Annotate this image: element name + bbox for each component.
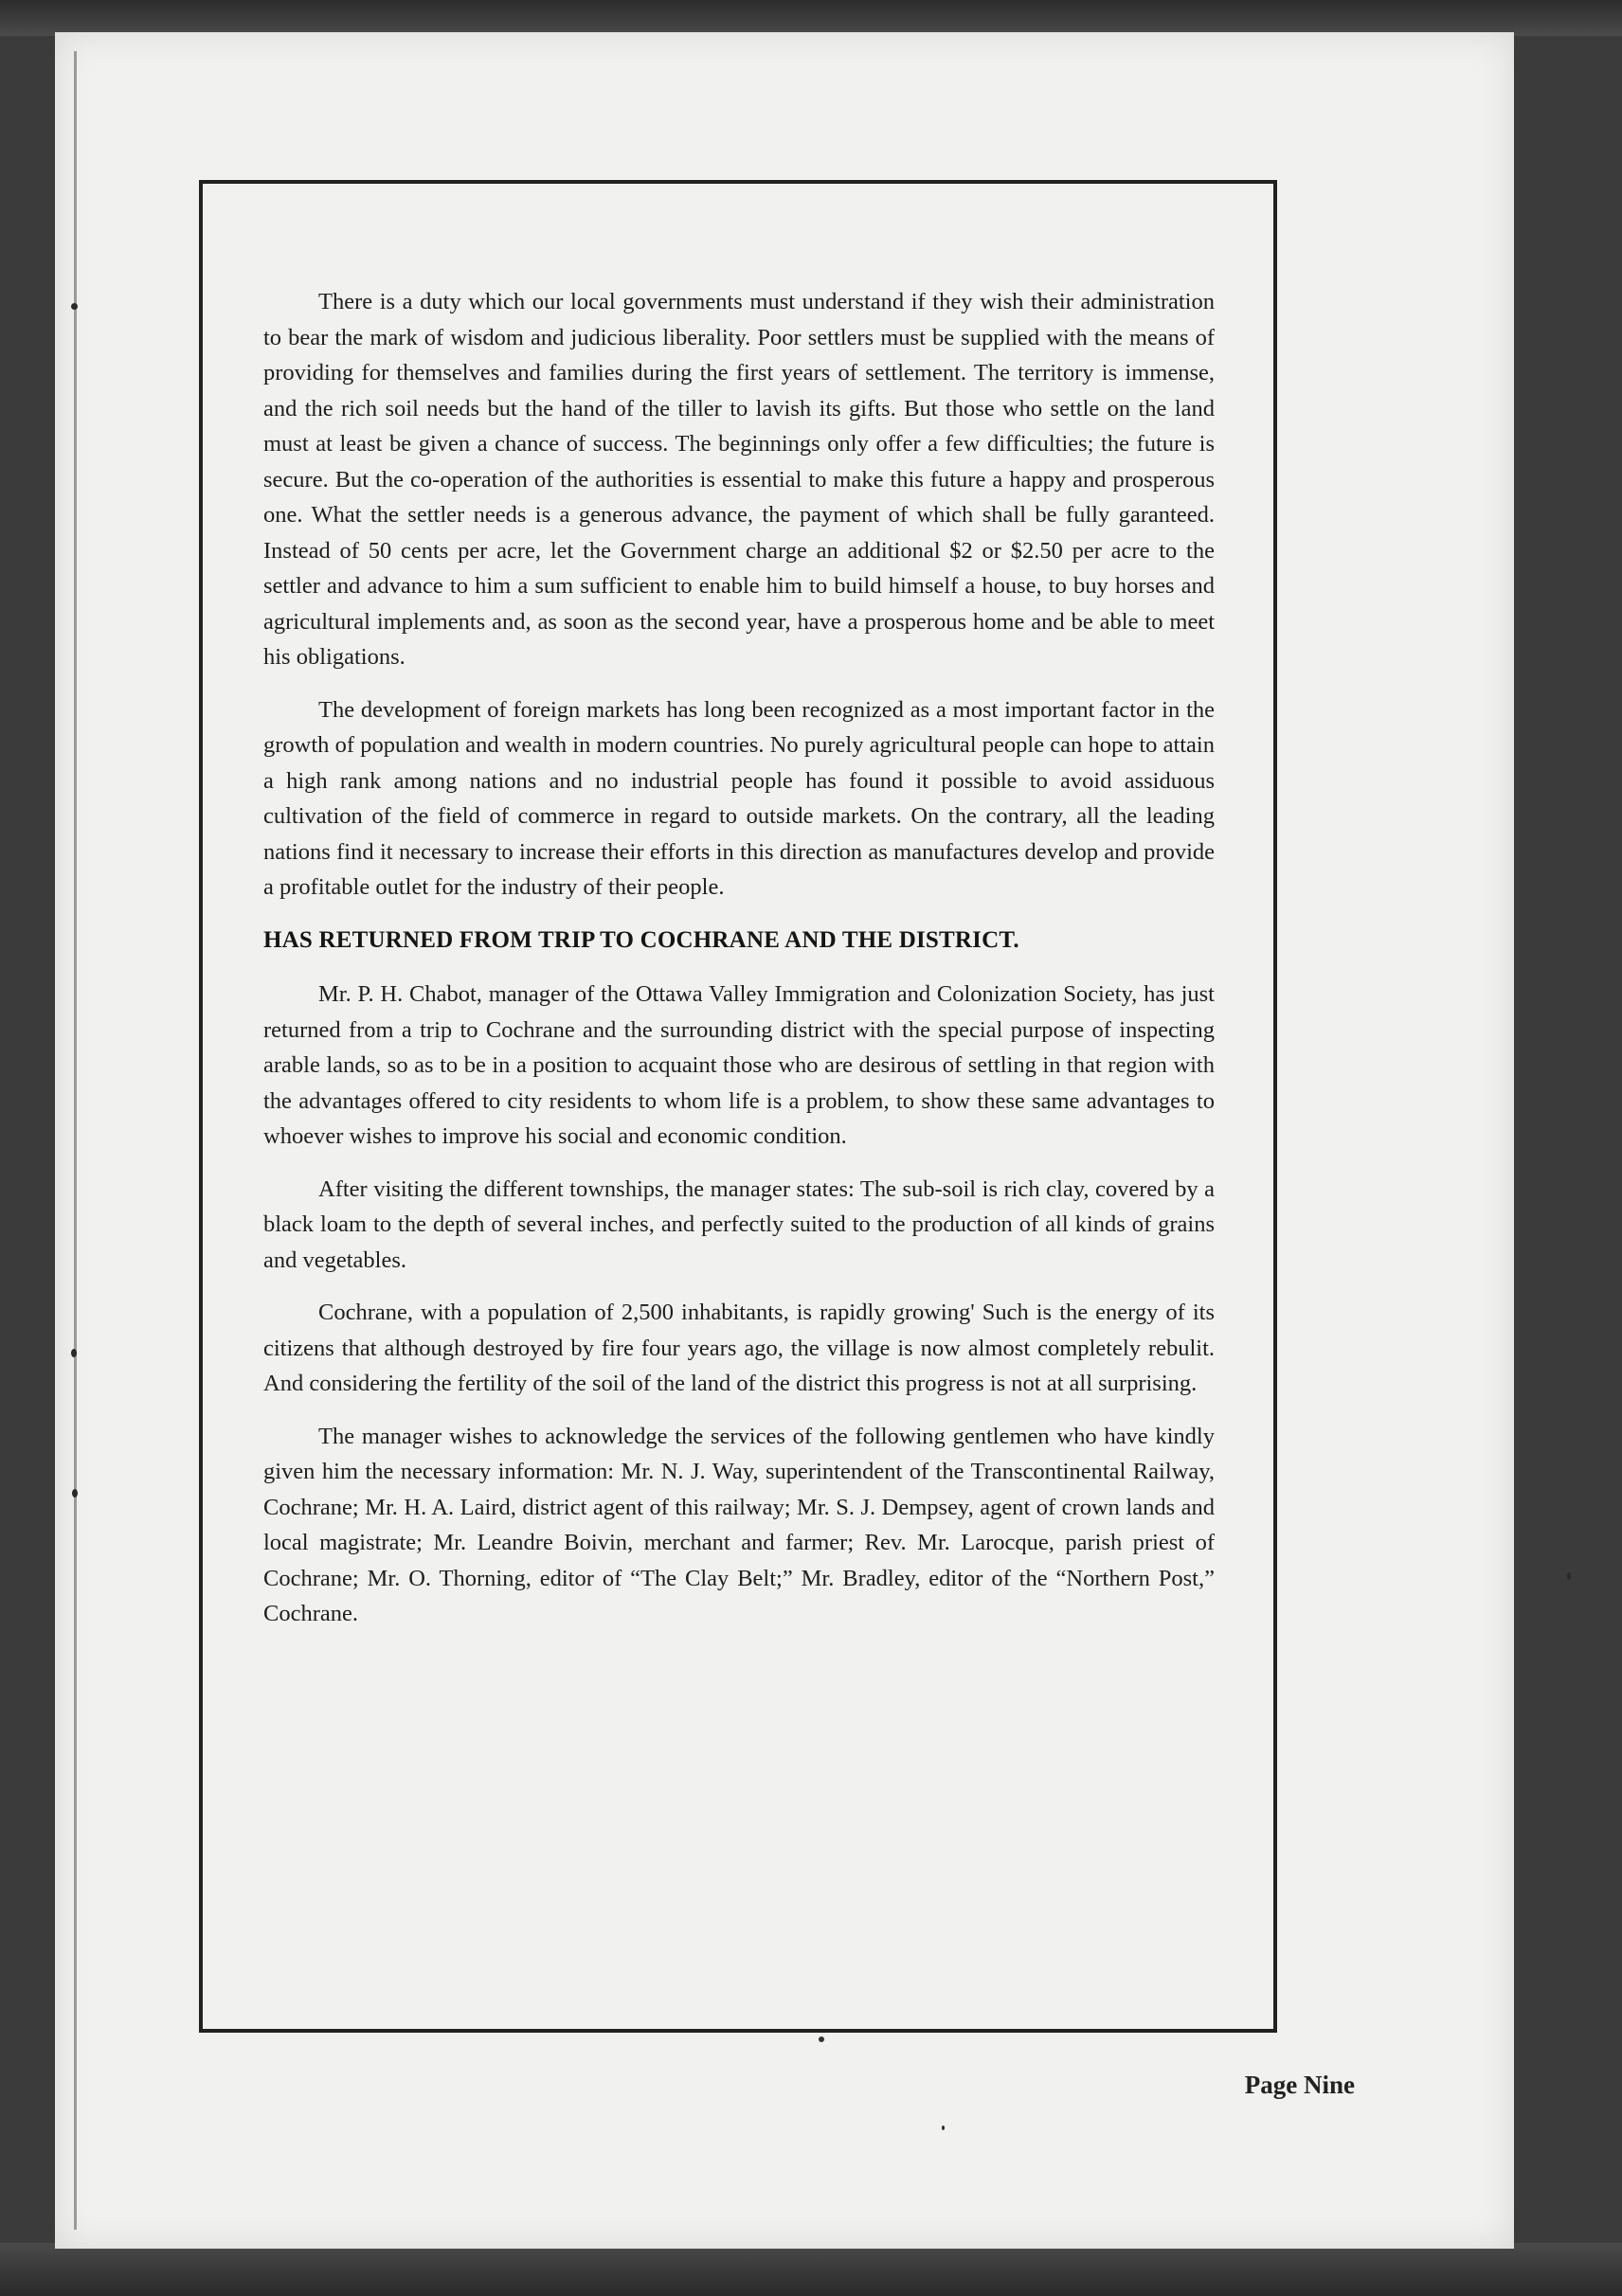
paragraph-cochrane-growth: Cochrane, with a population of 2,500 inhabitants, is rapidly growing' Such is the energy of its citizens that although destroyed by fire four years ago, the village is now almost completely rebulit. And considering the fertility of the soil of the land of the district this progress is not at all surprising. [263,1300,1215,1396]
paragraph-government-duty: There is a duty which our local governments must understand if they wish their administration to bear the mark of wisdom and judicious liberality. Poor settlers must be supplied with the means of providing for themselves and families during the first years of settlement. The territory is immense, and the rich soil needs but the hand of the tiller to lavish its gifts. But those who settle on the land must at least be given a chance of success. The beginnings only offer a few difficulties; the future is secure. But the co-operation of the authorities is essential to make this future a happy and prosperous one. What the settler needs is a generous advance, the payment of which shall be fully garanteed. Instead of 50 cents per acre, let the Government charge an additional $2 or $2.50 per acre to the settler and advance to him a sum sufficient to enable him to build himself a house, to buy horses and agricultural implements and, as soon as the second year, have a prosperous home and be able to meet his obligations. [263,289,1215,670]
scan-speck [71,1349,77,1357]
scan-speck [942,2126,945,2130]
page-number: Page Nine [1244,2071,1355,2099]
scan-border-top [0,0,1622,36]
scan-border-bottom [0,2243,1622,2296]
page-binding-edge [74,51,77,2230]
paragraph-chabot-trip: Mr. P. H. Chabot, manager of the Ottawa Valley Immigration and Colonization Society, has just returned from a trip to Cochrane and the surrounding district with the special purpose of inspecting arable lands, so as to be in a position to acquaint those who are desirous of settling in that region with the advantages offered to city residents to whom life is a problem, to show these same advantages to whoever wishes to improve his social and economic condition. [263,981,1215,1149]
scan-speck [72,1489,78,1498]
paragraph-townships: After visiting the different townships, the manager states: The sub-soil is rich clay, covered by a black loam to the depth of several inches, and perfectly suited to the production of all kinds of grains and vegetables. [263,1175,1215,1273]
paragraph-foreign-markets: The development of foreign markets has long been recognized as a most important factor in the growth of population and wealth in modern countries. No purely agricultural people can hope to attain a high rank among nations and no industrial people has found it possible to avoid assiduous cultivation of the field of commerce in regard to outside markets. On the contrary, all the leading nations find it necessary to increase their efforts in this direction as manufactures develop and provide a profitable outlet for the industry of their people. [263,696,1215,900]
scan-speck [1567,1572,1571,1580]
article-body [263,284,1215,1649]
frame-bottom-dot [819,2036,824,2042]
article-heading: HAS RETURNED FROM TRIP TO COCHRANE AND THE DISTRICT. [263,926,1019,953]
scan-speck [71,303,78,310]
paragraph-acknowledgements: The manager wishes to acknowledge the services of the following gentlemen who have kindly given him the necessary information: Mr. N. J. Way, superintendent of the Transcontinental Railway, Cochrane; Mr. H. A. Laird, district agent of this railway; Mr. S. J. Dempsey, agent of crown lands and local magistrate; Mr. Leandre Boivin, merchant and farmer; Rev. Mr. Larocque, parish priest of Cochrane; Mr. O. Thorning, editor of “The Clay Belt;” Mr. Bradley, editor of the “Northern Post,” Cochrane. [263,1423,1215,1626]
